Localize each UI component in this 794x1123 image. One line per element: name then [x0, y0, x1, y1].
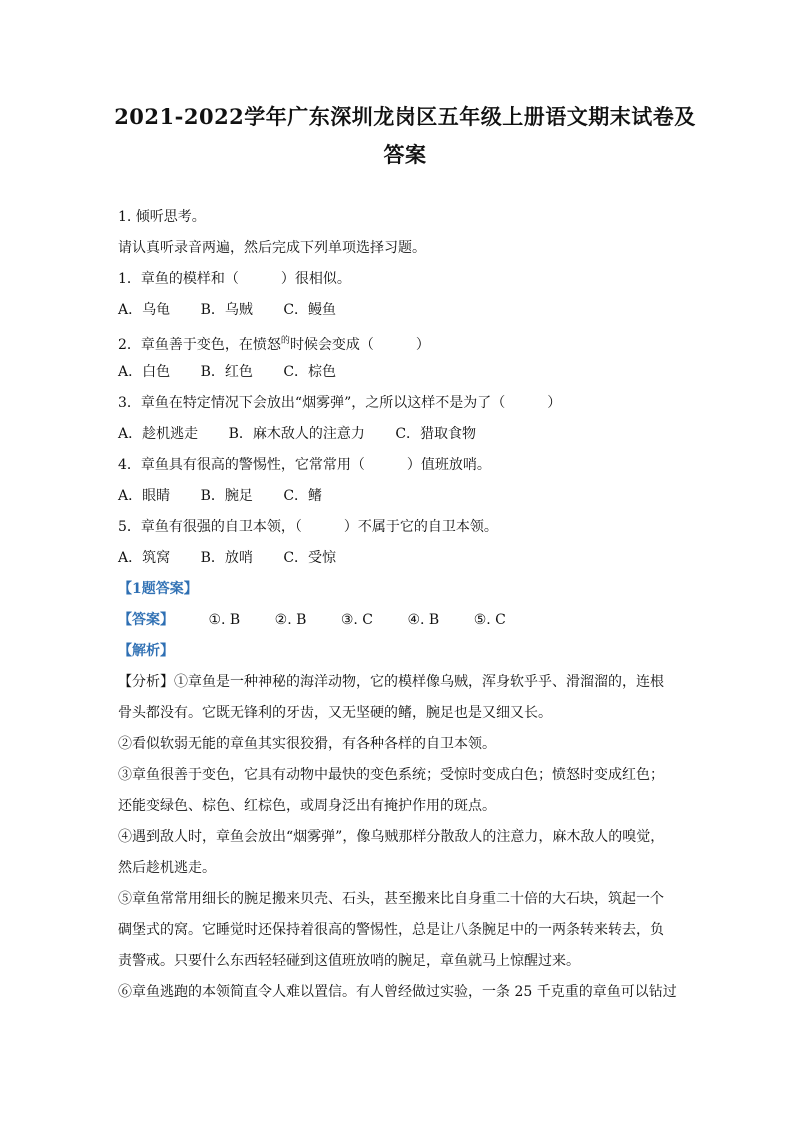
- analysis-line: ⑥章鱼逃跑的本领简直令人难以置信。有人曾经做过实验，一条 25 千克重的章鱼可以钻过: [118, 984, 677, 1000]
- question-stem: 4．章鱼具有很高的警惕性，它常常用（ ）值班放哨。: [118, 457, 491, 473]
- option: A．乌龟: [118, 302, 171, 318]
- question-stem: 5．章鱼有很强的自卫本领，（ ）不属于它的自卫本领。: [118, 519, 498, 535]
- question-stem: 3．章鱼在特定情况下会放出“烟雾弹”，之所以这样不是为了（ ）: [118, 395, 562, 411]
- option: C．棕色: [283, 364, 337, 380]
- option: B．麻木敌人的注意力: [228, 426, 365, 442]
- instruction: 请认真听录音两遍，然后完成下列单项选择习题。: [118, 240, 426, 256]
- answer-row: [118, 605, 678, 636]
- stem-part: 时候会变成（ ）: [289, 337, 430, 353]
- analysis-line: ②看似软弱无能的章鱼其实很狡猾，有各种各样的自卫本领。: [118, 736, 496, 752]
- answer-item: ①. B: [208, 612, 241, 628]
- option: C．猎取食物: [395, 426, 477, 442]
- stem-part: 2．章鱼善于变色，在愤怒: [118, 337, 281, 353]
- question-options: [118, 419, 678, 450]
- analysis-line: ④遇到敌人时，章鱼会放出“烟雾弹”，像乌贼那样分散敌人的注意力，麻木敌人的嗅觉，: [118, 829, 665, 845]
- document-body: [118, 202, 678, 1008]
- analysis-line: ⑤章鱼常常用细长的腕足搬来贝壳、石头，甚至搬来比自身重二十倍的大石块，筑起一个: [118, 891, 664, 907]
- stem-superscript: 的: [280, 336, 290, 346]
- answer-header: 【1题答案】: [118, 581, 198, 597]
- option: C．受惊: [283, 550, 337, 566]
- analysis-line: 碉堡式的窝。它睡觉时还保持着很高的警惕性，总是让八条腕足中的一两条转来转去，负: [118, 922, 664, 938]
- analysis-line: 【分析】①章鱼是一种神秘的海洋动物，它的模样像乌贼，浑身软乎乎、滑溜溜的，连根: [118, 674, 664, 690]
- option: A．筑窝: [118, 550, 171, 566]
- analysis-line: 还能变绿色、棕色、红棕色，或周身泛出有掩护作用的斑点。: [118, 798, 496, 814]
- question-options: [118, 543, 678, 574]
- analysis-line: 责警戒。只要什么东西轻轻碰到这值班放哨的腕足，章鱼就马上惊醒过来。: [118, 953, 580, 969]
- question-stem: 1．章鱼的模样和（ ）很相似。: [118, 271, 351, 287]
- answer-item: ②. B: [274, 612, 307, 628]
- title-line-2: 答案: [383, 142, 427, 167]
- section-heading: 1. 倾听思考。: [118, 209, 206, 225]
- question-options: [118, 481, 678, 512]
- option: B．放哨: [200, 550, 253, 566]
- option: A．白色: [118, 364, 171, 380]
- answer-item: ④. B: [407, 612, 440, 628]
- answer-label: 【答案】: [118, 612, 174, 628]
- question-stem: [118, 326, 678, 357]
- option: A．眼睛: [118, 488, 171, 504]
- question-options: [118, 295, 678, 326]
- answer-item: ③. C: [340, 612, 374, 628]
- document-title: [110, 98, 700, 174]
- option: C．鳍: [283, 488, 323, 504]
- analysis-line: ③章鱼很善于变色，它具有动物中最快的变色系统；受惊时变成白色；愤怒时变成红色；: [118, 767, 664, 783]
- option: C．鳗鱼: [283, 302, 337, 318]
- analysis-line: 然后趁机逃走。: [118, 860, 216, 876]
- option: A．趁机逃走: [118, 426, 199, 442]
- question-options: [118, 357, 678, 388]
- analysis-line: 骨头都没有。它既无锋利的牙齿，又无坚硬的鳍，腕足也是又细又长。: [118, 705, 552, 721]
- option: B．乌贼: [200, 302, 253, 318]
- title-line-1: 2021-2022学年广东深圳龙岗区五年级上册语文期末试卷及: [114, 104, 696, 129]
- option: B．红色: [200, 364, 253, 380]
- answer-item: ⑤. C: [473, 612, 506, 628]
- option: B．腕足: [200, 488, 253, 504]
- analysis-label: 【解析】: [118, 643, 174, 659]
